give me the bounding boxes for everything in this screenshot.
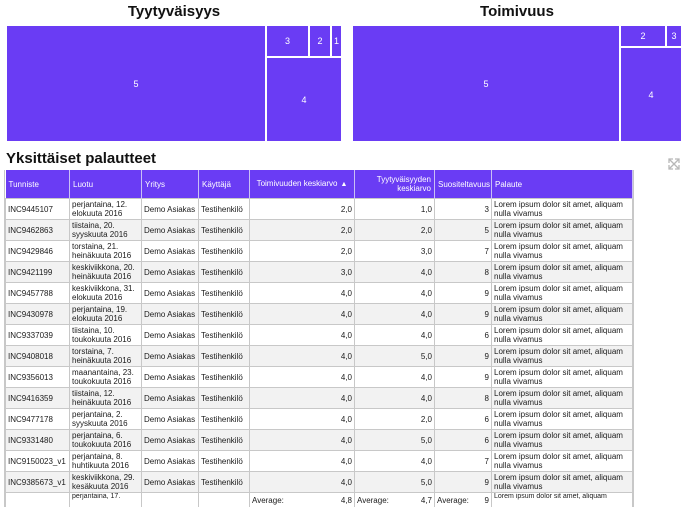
cell-suositeltavuus: 9 [435, 367, 492, 388]
average-label: Average: [252, 495, 284, 505]
cell-tyytyvaisyys: 4,0 [355, 262, 435, 283]
cell-empty [6, 493, 70, 508]
cell-tunniste: INC9150023_v1 [6, 451, 70, 472]
cell-tunniste: INC9429846 [6, 241, 70, 262]
column-header-toimivuus[interactable] [250, 170, 355, 199]
cell-kayttaja: Testihenkilö [199, 304, 250, 325]
cell-tyytyvaisyys: 4,0 [355, 304, 435, 325]
treemap-tile-2[interactable] [309, 25, 331, 57]
cell-yritys: Demo Asiakas [142, 220, 199, 241]
average-value: 4,8 [340, 495, 352, 505]
cell-yritys: Demo Asiakas [142, 451, 199, 472]
cell-tyytyvaisyys: 2,0 [355, 220, 435, 241]
cell-suositeltavuus: 8 [435, 388, 492, 409]
column-header-luotu[interactable]: Luotu [70, 170, 142, 199]
cell-partial-palaute: Lorem ipsum dolor sit amet, aliquam [492, 493, 633, 508]
table-row[interactable] [6, 472, 633, 493]
cell-suositeltavuus: 9 [435, 283, 492, 304]
cell-suositeltavuus: 8 [435, 262, 492, 283]
column-header-tyytyvaisyys[interactable]: Tyytyväisyyden keskiarvo [355, 170, 435, 199]
chart-title-toimivuus: Toimivuus [480, 3, 554, 20]
cell-suositeltavuus: 7 [435, 241, 492, 262]
cell-suositeltavuus: 9 [435, 346, 492, 367]
cell-palaute: Lorem ipsum dolor sit amet, aliquam nulla vivamus [492, 409, 633, 430]
cell-toimivuus: 2,0 [250, 241, 355, 262]
cell-yritys: Demo Asiakas [142, 241, 199, 262]
column-header-label: Toimivuuden keskiarvo [256, 179, 338, 188]
cell-luotu: perjantaina, 6. toukokuuta 2016 [70, 430, 142, 451]
cell-yritys: Demo Asiakas [142, 325, 199, 346]
average-value: 9 [484, 495, 489, 505]
tile-label: 3 [671, 31, 677, 41]
cell-toimivuus: 4,0 [250, 346, 355, 367]
cell-kayttaja: Testihenkilö [199, 346, 250, 367]
cell-toimivuus: 4,0 [250, 430, 355, 451]
feedback-table-container[interactable] [4, 170, 634, 507]
cell-toimivuus: 4,0 [250, 388, 355, 409]
tile-label: 3 [284, 36, 290, 46]
cell-suositeltavuus: 5 [435, 220, 492, 241]
cell-toimivuus: 2,0 [250, 220, 355, 241]
table-row[interactable] [6, 283, 633, 304]
cell-tunniste: INC9430978 [6, 304, 70, 325]
cell-toimivuus: 4,0 [250, 367, 355, 388]
cell-yritys: Demo Asiakas [142, 304, 199, 325]
treemap-toimivuus [352, 25, 682, 142]
table-row[interactable] [6, 388, 633, 409]
cell-kayttaja: Testihenkilö [199, 472, 250, 493]
cell-tyytyvaisyys: 5,0 [355, 472, 435, 493]
cell-suositeltavuus: 6 [435, 325, 492, 346]
cell-tyytyvaisyys: 4,0 [355, 367, 435, 388]
cell-toimivuus: 4,0 [250, 325, 355, 346]
table-row[interactable] [6, 451, 633, 472]
tile-label: 5 [483, 78, 489, 89]
treemap-tile-3[interactable] [666, 25, 682, 47]
cell-palaute: Lorem ipsum dolor sit amet, aliquam nulla vivamus [492, 472, 633, 493]
column-header-kayttaja[interactable]: Käyttäjä [199, 170, 250, 199]
cell-palaute: Lorem ipsum dolor sit amet, aliquam nulla vivamus [492, 241, 633, 262]
cell-kayttaja: Testihenkilö [199, 283, 250, 304]
cell-empty [199, 493, 250, 508]
cell-tunniste: INC9385673_v1 [6, 472, 70, 493]
cell-palaute: Lorem ipsum dolor sit amet, aliquam nulla vivamus [492, 283, 633, 304]
section-title: Yksittäiset palautteet [6, 150, 157, 167]
tile-label: 1 [333, 36, 339, 46]
cell-yritys: Demo Asiakas [142, 367, 199, 388]
treemap-tile-4[interactable] [620, 47, 682, 142]
cell-tunniste: INC9477178 [6, 409, 70, 430]
cell-kayttaja: Testihenkilö [199, 199, 250, 220]
average-value: 4,7 [420, 495, 432, 505]
cell-suositeltavuus: 6 [435, 409, 492, 430]
cell-toimivuus: 2,0 [250, 199, 355, 220]
tile-label: 4 [301, 94, 307, 105]
cell-palaute: Lorem ipsum dolor sit amet, aliquam nulla vivamus [492, 367, 633, 388]
cell-kayttaja: Testihenkilö [199, 220, 250, 241]
cell-luotu: keskiviikkona, 29. kesäkuuta 2016 [70, 472, 142, 493]
cell-palaute: Lorem ipsum dolor sit amet, aliquam nulla vivamus [492, 346, 633, 367]
cell-suositeltavuus: 9 [435, 304, 492, 325]
cell-palaute: Lorem ipsum dolor sit amet, aliquam nulla vivamus [492, 304, 633, 325]
cell-suositeltavuus: 3 [435, 199, 492, 220]
treemap-tile-4[interactable] [266, 57, 342, 142]
cell-palaute: Lorem ipsum dolor sit amet, aliquam nulla vivamus [492, 430, 633, 451]
cell-tyytyvaisyys: 4,0 [355, 283, 435, 304]
treemap-tile-5[interactable] [352, 25, 620, 142]
table-row[interactable] [6, 346, 633, 367]
tile-label: 5 [133, 78, 139, 89]
sort-ascending-icon: ▲ [340, 181, 348, 188]
cell-luotu: keskiviikkona, 20. heinäkuuta 2016 [70, 262, 142, 283]
cell-tunniste: INC9445107 [6, 199, 70, 220]
cell-tunniste: INC9462863 [6, 220, 70, 241]
cell-luotu: tiistaina, 12. heinäkuuta 2016 [70, 388, 142, 409]
cell-yritys: Demo Asiakas [142, 388, 199, 409]
cell-kayttaja: Testihenkilö [199, 241, 250, 262]
cell-tyytyvaisyys: 1,0 [355, 199, 435, 220]
average-tyytyvaisyys [355, 493, 435, 508]
tile-label: 2 [317, 36, 323, 46]
cell-empty [142, 493, 199, 508]
column-header-suositeltavuus[interactable]: Suositeltavuus [435, 170, 492, 199]
column-header-yritys[interactable]: Yritys [142, 170, 199, 199]
table-row[interactable] [6, 262, 633, 283]
cell-toimivuus: 4,0 [250, 304, 355, 325]
cell-luotu: torstaina, 21. heinäkuuta 2016 [70, 241, 142, 262]
cell-luotu: perjantaina, 19. elokuuta 2016 [70, 304, 142, 325]
cell-toimivuus: 4,0 [250, 409, 355, 430]
cell-palaute: Lorem ipsum dolor sit amet, aliquam nulla vivamus [492, 451, 633, 472]
cell-luotu: perjantaina, 12. elokuuta 2016 [70, 199, 142, 220]
table-row[interactable] [6, 199, 633, 220]
cell-suositeltavuus: 9 [435, 472, 492, 493]
cell-tunniste: INC9421199 [6, 262, 70, 283]
cell-yritys: Demo Asiakas [142, 199, 199, 220]
cell-kayttaja: Testihenkilö [199, 262, 250, 283]
cell-kayttaja: Testihenkilö [199, 325, 250, 346]
cell-tyytyvaisyys: 2,0 [355, 409, 435, 430]
cell-palaute: Lorem ipsum dolor sit amet, aliquam nulla vivamus [492, 220, 633, 241]
cell-kayttaja: Testihenkilö [199, 430, 250, 451]
cell-yritys: Demo Asiakas [142, 283, 199, 304]
treemap-tile-3[interactable] [266, 25, 309, 57]
cell-luotu: perjantaina, 8. huhtikuuta 2016 [70, 451, 142, 472]
cell-yritys: Demo Asiakas [142, 472, 199, 493]
cell-palaute: Lorem ipsum dolor sit amet, aliquam nulla vivamus [492, 199, 633, 220]
cell-tunniste: INC9416359 [6, 388, 70, 409]
cell-kayttaja: Testihenkilö [199, 388, 250, 409]
chart-title-tyytyvaisyys: Tyytyväisyys [127, 3, 221, 20]
cell-yritys: Demo Asiakas [142, 346, 199, 367]
cell-tunniste: INC9337039 [6, 325, 70, 346]
treemap-tile-5[interactable] [6, 25, 266, 142]
table-row[interactable] [6, 304, 633, 325]
expand-arrows-icon[interactable] [666, 156, 682, 172]
column-header-palaute[interactable]: Palaute [492, 170, 633, 199]
average-suositeltavuus [435, 493, 492, 508]
tile-label: 4 [648, 89, 654, 100]
cell-tyytyvaisyys: 4,0 [355, 451, 435, 472]
table-row[interactable] [6, 430, 633, 451]
cell-yritys: Demo Asiakas [142, 430, 199, 451]
cell-tunniste: INC9408018 [6, 346, 70, 367]
cell-luotu: tiistaina, 10. toukokuuta 2016 [70, 325, 142, 346]
table-row[interactable] [6, 325, 633, 346]
table-row[interactable] [6, 241, 633, 262]
cell-kayttaja: Testihenkilö [199, 367, 250, 388]
cell-tunniste: INC9356013 [6, 367, 70, 388]
cell-tyytyvaisyys: 5,0 [355, 346, 435, 367]
feedback-table [5, 170, 633, 507]
cell-palaute: Lorem ipsum dolor sit amet, aliquam nulla vivamus [492, 262, 633, 283]
treemap-tile-1[interactable] [331, 25, 342, 57]
cell-luotu: keskiviikkona, 31. elokuuta 2016 [70, 283, 142, 304]
column-header-tunniste[interactable]: Tunniste [6, 170, 70, 199]
cell-tyytyvaisyys: 4,0 [355, 325, 435, 346]
treemap-tile-2[interactable] [620, 25, 666, 47]
cell-suositeltavuus: 7 [435, 451, 492, 472]
cell-luotu: tiistaina, 20. syyskuuta 2016 [70, 220, 142, 241]
cell-toimivuus: 4,0 [250, 283, 355, 304]
table-header-row [6, 170, 633, 199]
cell-tyytyvaisyys: 3,0 [355, 241, 435, 262]
cell-toimivuus: 4,0 [250, 451, 355, 472]
table-row[interactable] [6, 367, 633, 388]
average-label: Average: [437, 495, 469, 505]
cell-palaute: Lorem ipsum dolor sit amet, aliquam nulla vivamus [492, 325, 633, 346]
treemap-tyytyvaisyys [6, 25, 342, 142]
cell-luotu: perjantaina, 2. syyskuuta 2016 [70, 409, 142, 430]
table-row[interactable] [6, 409, 633, 430]
cell-luotu: torstaina, 7. heinäkuuta 2016 [70, 346, 142, 367]
cell-tyytyvaisyys: 5,0 [355, 430, 435, 451]
cell-kayttaja: Testihenkilö [199, 409, 250, 430]
average-row [6, 493, 633, 508]
average-label: Average: [357, 495, 389, 505]
cell-toimivuus: 4,0 [250, 472, 355, 493]
cell-tyytyvaisyys: 4,0 [355, 388, 435, 409]
table-row[interactable] [6, 220, 633, 241]
cell-toimivuus: 3,0 [250, 262, 355, 283]
cell-palaute: Lorem ipsum dolor sit amet, aliquam nulla vivamus [492, 388, 633, 409]
average-toimivuus [250, 493, 355, 508]
tile-label: 2 [640, 31, 646, 41]
cell-luotu: maanantaina, 23. toukokuuta 2016 [70, 367, 142, 388]
cell-yritys: Demo Asiakas [142, 409, 199, 430]
cell-yritys: Demo Asiakas [142, 262, 199, 283]
cell-suositeltavuus: 6 [435, 430, 492, 451]
cell-tunniste: INC9331480 [6, 430, 70, 451]
cell-kayttaja: Testihenkilö [199, 451, 250, 472]
cell-tunniste: INC9457788 [6, 283, 70, 304]
cell-partial-luotu: perjantaina, 17. [70, 493, 142, 508]
